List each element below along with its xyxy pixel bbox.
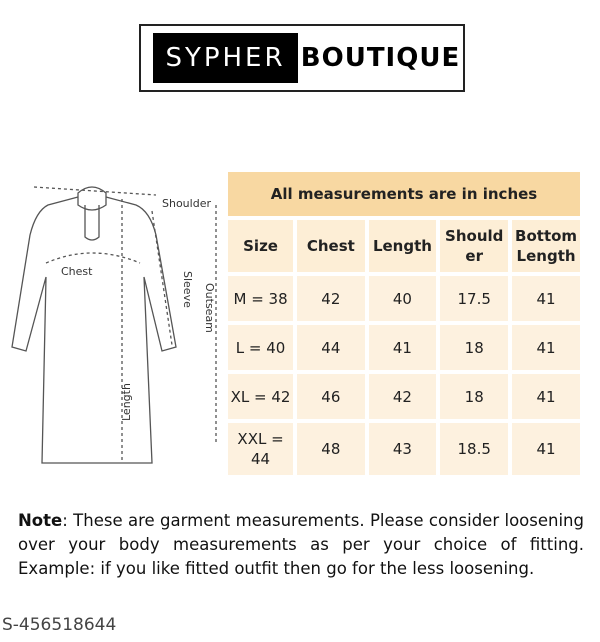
note-text: : These are garment measurements. Please consider loosening over your body measurements as per your choice of fitting. Example: if you like fitted outfit then go for the less loosening. (18, 511, 584, 578)
logo-sypher: SYPHER (153, 33, 298, 83)
label-length: Length (120, 383, 133, 421)
table-row (228, 374, 580, 419)
label-sleeve: Sleeve (181, 271, 194, 308)
label-chest: Chest (61, 265, 93, 278)
logo-boutique: BOUTIQUE (300, 43, 461, 73)
table-row (228, 423, 580, 475)
cell-length: 41 (369, 325, 437, 370)
cell-bottom-length: 41 (512, 325, 580, 370)
label-shoulder: Shoulder (162, 197, 211, 210)
size-chart-header-row (228, 220, 580, 272)
product-sku: S-456518644 (2, 615, 117, 635)
header-bottom-length: Bottom Length (512, 220, 580, 272)
header-chest: Chest (297, 220, 364, 272)
label-outseam: Outseam (203, 283, 216, 333)
cell-shoulder: 18 (440, 374, 508, 419)
shoulder-line (34, 187, 156, 195)
cell-bottom-length: 41 (512, 423, 580, 475)
cell-bottom-length: 41 (512, 374, 580, 419)
kurta-diagram (6, 175, 226, 475)
size-chart-title: All measurements are in inches (228, 172, 580, 216)
cell-shoulder: 18 (440, 325, 508, 370)
cell-bottom-length: 41 (512, 276, 580, 321)
header-size: Size (228, 220, 293, 272)
table-row (228, 276, 580, 321)
kurta-outline (12, 197, 176, 463)
cell-size: M = 38 (228, 276, 293, 321)
cell-size: XL = 42 (228, 374, 293, 419)
chest-line (46, 253, 140, 263)
cell-length: 40 (369, 276, 437, 321)
note-label: Note (18, 511, 63, 530)
cell-shoulder: 17.5 (440, 276, 508, 321)
cell-length: 42 (369, 374, 437, 419)
cell-chest: 42 (297, 276, 364, 321)
cell-size: L = 40 (228, 325, 293, 370)
size-chart-table (224, 168, 584, 479)
cell-size: XXL = 44 (228, 423, 293, 475)
header-shoulder: Should er (440, 220, 508, 272)
cell-length: 43 (369, 423, 437, 475)
measurement-note (18, 509, 584, 581)
header-length: Length (369, 220, 437, 272)
cell-chest: 44 (297, 325, 364, 370)
cell-shoulder: 18.5 (440, 423, 508, 475)
table-row (228, 325, 580, 370)
cell-chest: 48 (297, 423, 364, 475)
brand-logo (139, 24, 465, 92)
cell-chest: 46 (297, 374, 364, 419)
